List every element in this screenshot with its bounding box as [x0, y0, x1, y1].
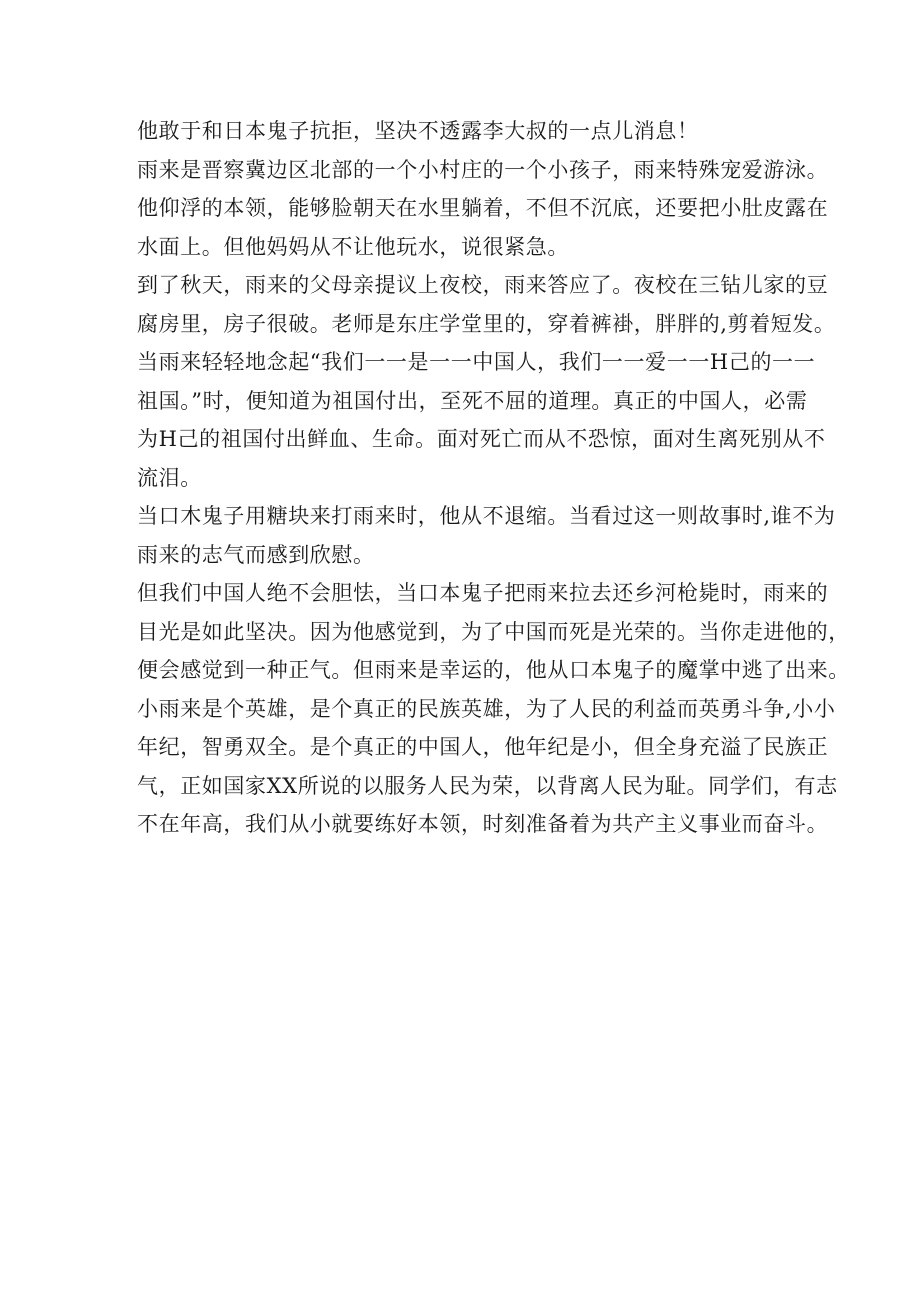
- text-line: 他仰浮的本领，能够脸朝天在水里躺着，不但不沉底，还要把小肚皮露在: [137, 196, 829, 220]
- document-body: [137, 112, 850, 844]
- text-line: 便会感觉到一种正气。但雨来是幸运的，他从口本鬼子的魔掌中逃了出来。: [137, 658, 850, 682]
- text-line: 雨来是晋察冀边区北部的一个小村庄的一个小孩子，雨来特殊宠爱游泳。: [137, 157, 829, 182]
- text-line: 腐房里，房子很破。老师是东庄学堂里的，穿着裤褂，胖胖的,剪着短发。: [137, 311, 836, 336]
- text-line: 目光是如此坚决。因为他感觉到，为了中国而死是光荣的。当你走进他的，: [137, 619, 850, 644]
- text-line: 为H己的祖国付出鲜血、生命。面对死亡而从不恐惊，面对生离死别从不: [137, 427, 826, 451]
- text-line: 当口木鬼子用糖块来打雨来时，他从不退缩。当看过这一则故事时,谁不为: [137, 504, 836, 528]
- text-line: 不在年高，我们从小就要练好本领，时刻准备着为共产主义事业而奋斗。: [137, 812, 829, 836]
- text-line: 小雨来是个英雄，是个真正的民族英雄，为了人民的利益而英勇斗争,小小: [137, 696, 836, 721]
- text-line: 雨来的志气而感到欣慰。: [137, 542, 375, 567]
- text-line: 但我们中国人绝不会胆怯，当口本鬼子把雨来拉去还乡河枪毙时，雨来的: [137, 581, 829, 605]
- text-line: 他敢于和日本鬼子抗拒，坚决不透露李大叔的一点儿消息！: [137, 119, 699, 143]
- text-line: 水面上。但他妈妈从不让他玩水，说很紧急。: [137, 234, 569, 259]
- text-line: 流泪。: [137, 465, 202, 490]
- text-line: 气，正如国家XX所说的以服务人民为荣，以背离人民为耻。同学们，有志: [137, 773, 838, 798]
- text-line: 祖国。”时，便知道为祖国付出，至死不屈的道理。真正的中国人，必需: [137, 388, 808, 413]
- text-line: 年纪，智勇双全。是个真正的中国人，他年纪是小，但全身充溢了民族正: [137, 735, 829, 759]
- text-line: 到了秋天，雨来的父母亲提议上夜校，雨来答应了。夜校在三钻儿家的豆: [137, 273, 829, 297]
- text-line: 当雨来轻轻地念起“我们一一是一一中国人，我们一一爱一一H己的一一: [137, 350, 816, 374]
